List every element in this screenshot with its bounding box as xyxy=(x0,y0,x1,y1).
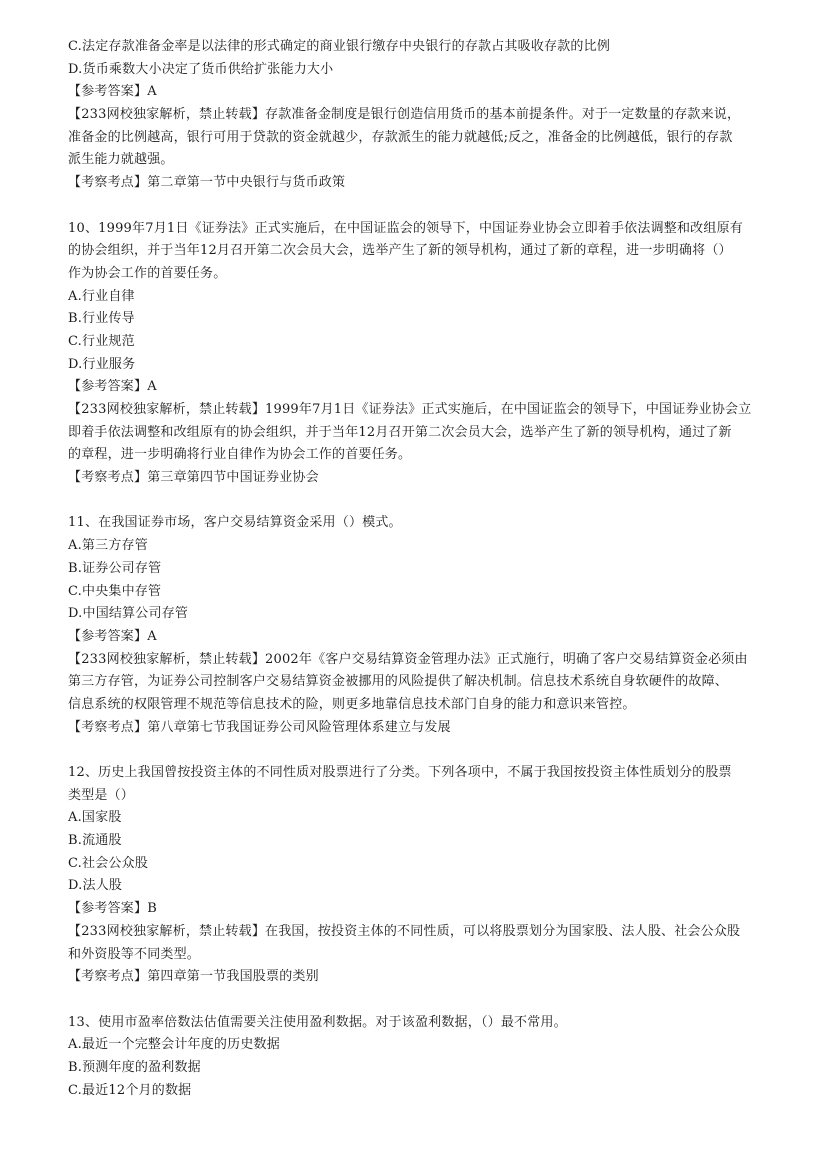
option-a: A.行业自律 xyxy=(68,288,135,304)
analysis-line: 【233网校独家解析，禁止转载】2002年《客户交易结算资金管理办法》正式施行，明确了客户交易结算资金必须由 xyxy=(68,651,748,667)
spacer xyxy=(68,989,768,1012)
option-b: B.流通股 xyxy=(68,833,122,849)
option-c: C.中央集中存管 xyxy=(68,583,162,599)
question-stem: 12、历史上我国曾按投资主体的不同性质对股票进行了分类。下列各项中，不属于我国按投资主体性质划分的股票 xyxy=(68,765,732,780)
analysis-line: 【233网校独家解析，禁止转载】在我国，按投资主体的不同性质，可以将股票划分为国家股、法人股、社会公众股 xyxy=(68,923,741,939)
reference-answer: 【参考答案】A xyxy=(68,379,157,395)
analysis-line: 【233网校独家解析，禁止转载】1999年7月1日《证券法》正式实施后，在中国证监会的领导下，中国证券业协会立 xyxy=(68,402,752,417)
spacer xyxy=(68,739,768,762)
exam-point: 【考察考点】第三章第四节中国证券业协会 xyxy=(68,470,319,486)
question-stem: 10、1999年7月1日《证券法》正式实施后，在中国证监会的领导下，中国证券业协会立即着手依法调整和改组原有 xyxy=(68,220,743,236)
document-page xyxy=(68,36,768,1102)
question-stem: 13、使用市盈率倍数法估值需要关注使用盈利数据。对于该盈利数据，（）最不常用。 xyxy=(68,1014,567,1030)
option-a: A.国家股 xyxy=(68,810,122,826)
option-d: D.中国结算公司存管 xyxy=(68,606,189,622)
exam-point: 【考察考点】第四章第一节我国股票的类别 xyxy=(68,969,319,985)
option-d: D.法人股 xyxy=(68,878,123,894)
question-stem: 的协会组织，并于当年12月召开第二次会员大会，选举产生了新的领导机构，通过了新的章程，进一步明确将（） xyxy=(68,243,732,259)
option-a: A.最近一个完整会计年度的历史数据 xyxy=(68,1037,280,1053)
exam-point: 【考察考点】第二章第一节中央银行与货币政策 xyxy=(68,175,346,191)
option-c: C.法定存款准备金率是以法律的形式确定的商业银行缴存中央银行的存款占其吸收存款的比例 xyxy=(68,39,611,54)
question-stem: 11、在我国证券市场，客户交易结算资金采用（）模式。 xyxy=(68,515,402,531)
spacer xyxy=(68,490,768,513)
reference-answer: 【参考答案】A xyxy=(68,628,157,644)
analysis-line: 第三方存管，为证券公司控制客户交易结算资金被挪用的风险提供了解决机制。信息技术系统自身软硬件的故障、 xyxy=(68,674,729,690)
exam-point: 【考察考点】第八章第七节我国证券公司风险管理体系建立与发展 xyxy=(68,719,451,735)
analysis-line: 信息系统的权限管理不规范等信息技术的险，则更多地靠信息技术部门自身的能力和意识来管控。 xyxy=(68,696,636,712)
spacer xyxy=(68,195,768,218)
option-b: B.预测年度的盈利数据 xyxy=(68,1059,201,1075)
option-d: D.行业服务 xyxy=(68,356,136,372)
option-c: C.社会公众股 xyxy=(68,855,149,871)
question-11 xyxy=(68,512,768,739)
analysis-line: 【233网校独家解析，禁止转载】存款准备金制度是银行创造信用货币的基本前提条件。对于一定数量的存款来说， xyxy=(68,107,741,123)
analysis-line: 即着手依法调整和改组原有的协会组织，并于当年12月召开第二次会员大会，选举产生了新的领导机构，通过了新 xyxy=(68,424,732,440)
reference-answer: 【参考答案】B xyxy=(68,901,157,917)
question-stem: 作为协会工作的首要任务。 xyxy=(68,265,227,281)
reference-answer: 【参考答案】A xyxy=(68,84,157,100)
question-stem: 类型是（） xyxy=(68,787,135,803)
question-13 xyxy=(68,1012,768,1103)
analysis-line: 和外资股等不同类型。 xyxy=(68,946,201,962)
option-b: B.行业传导 xyxy=(68,311,135,327)
analysis-line: 准备金的比例越高，银行可用于贷款的资金就越少，存款派生的能力就越低;反之，准备金的比例越低，银行的存款 xyxy=(68,129,733,145)
question-9-tail xyxy=(68,36,768,195)
analysis-line: 的章程，进一步明确将行业自律作为协会工作的首要任务。 xyxy=(68,447,412,463)
option-c: C.最近12个月的数据 xyxy=(68,1082,192,1098)
question-10 xyxy=(68,218,768,490)
option-b: B.证券公司存管 xyxy=(68,560,162,576)
question-12 xyxy=(68,762,768,989)
option-c: C.行业规范 xyxy=(68,333,135,349)
option-d: D.货币乘数大小决定了货币供给扩张能力大小 xyxy=(68,61,334,77)
analysis-line: 派生能力就越强。 xyxy=(68,152,174,168)
option-a: A.第三方存管 xyxy=(68,538,148,554)
